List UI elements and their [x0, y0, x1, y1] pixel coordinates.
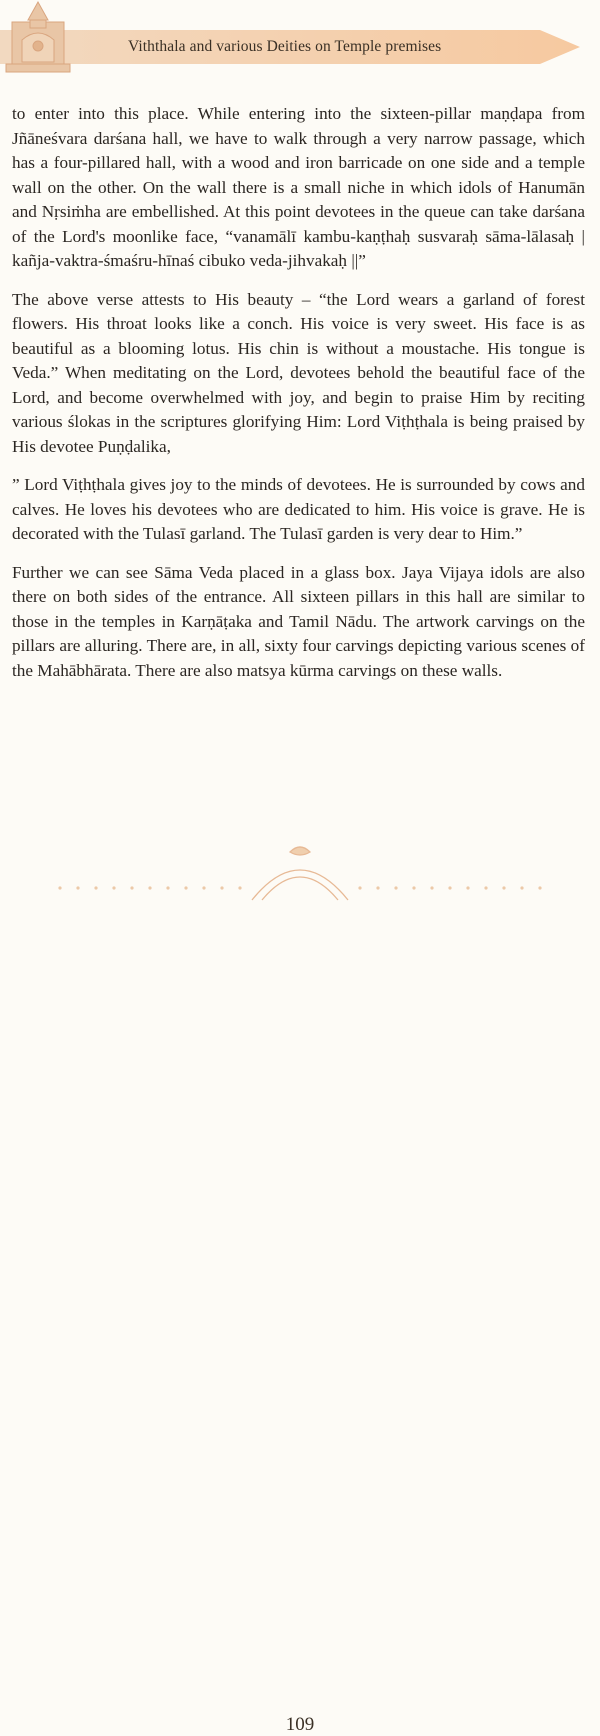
- paragraph-1: to enter into this place. While entering into the sixteen-pillar maṇḍapa from Jñāneśvara darśana hall, we have to walk through a very narrow passage, which has a four-pillared hall, with a wood and iron barricade on one side and a temple wall on the other. On the wall there is a small niche in which idols of Hanumān and Nṛsiṁha are embellished. At this point devotees in the queue can take darśana of the Lord's moonlike face, “vanamālī kambu-kaṇṭhaḥ susvaraḥ sāma-lālasaḥ | kañja-vaktra-śmaśru-hīnaś cibuko veda-jihvakaḥ ||”: [12, 104, 585, 270]
- paragraph-4: Further we can see Sāma Veda placed in a glass box. Jaya Vijaya idols are also there on both sides of the entrance. All sixteen pillars in this hall are similar to those in the temples in Karṇāṭaka and Tamil Nādu. The artwork carvings on the pillars are alluring. There are, in all, sixty four carvings depicting various scenes of the Mahābhārata. There are also matsya kūrma carvings on these walls.: [12, 562, 585, 680]
- paragraph-2: The above verse attests to His beauty – “the Lord wears a garland of forest flowers. His throat looks like a conch. His voice is very sweet. His face is as beautiful as a blooming lotus. His chin is without a moustache. His tongue is Veda.” When meditating on the Lord, devotees behold the beautiful face of the Lord, and become overwhelmed with joy, and begin to praise Him by reciting various ślokas in the scriptures glorifying Him: Lord Viṭhṭhala is being praised by His devotee Puṇḍalika,: [12, 289, 585, 456]
- temple-emblem-icon: [6, 2, 70, 72]
- page-header: [0, 0, 600, 90]
- lotus-arch-icon: [252, 847, 348, 900]
- running-head: Viththala and various Deities on Temple premises: [128, 38, 442, 55]
- body-text: [12, 102, 585, 697]
- page-footer: [0, 840, 600, 1735]
- footer-ornament: [0, 840, 600, 902]
- page-number: 109: [285, 1714, 315, 1735]
- paragraph-3: ” Lord Viṭhṭhala gives joy to the minds of devotees. He is surrounded by cows and calves. He loves his devotees who are dedicated to him. His voice is grave. He is decorated with the Tulasī garland. The Tulasī garden is very dear to Him.”: [12, 475, 585, 543]
